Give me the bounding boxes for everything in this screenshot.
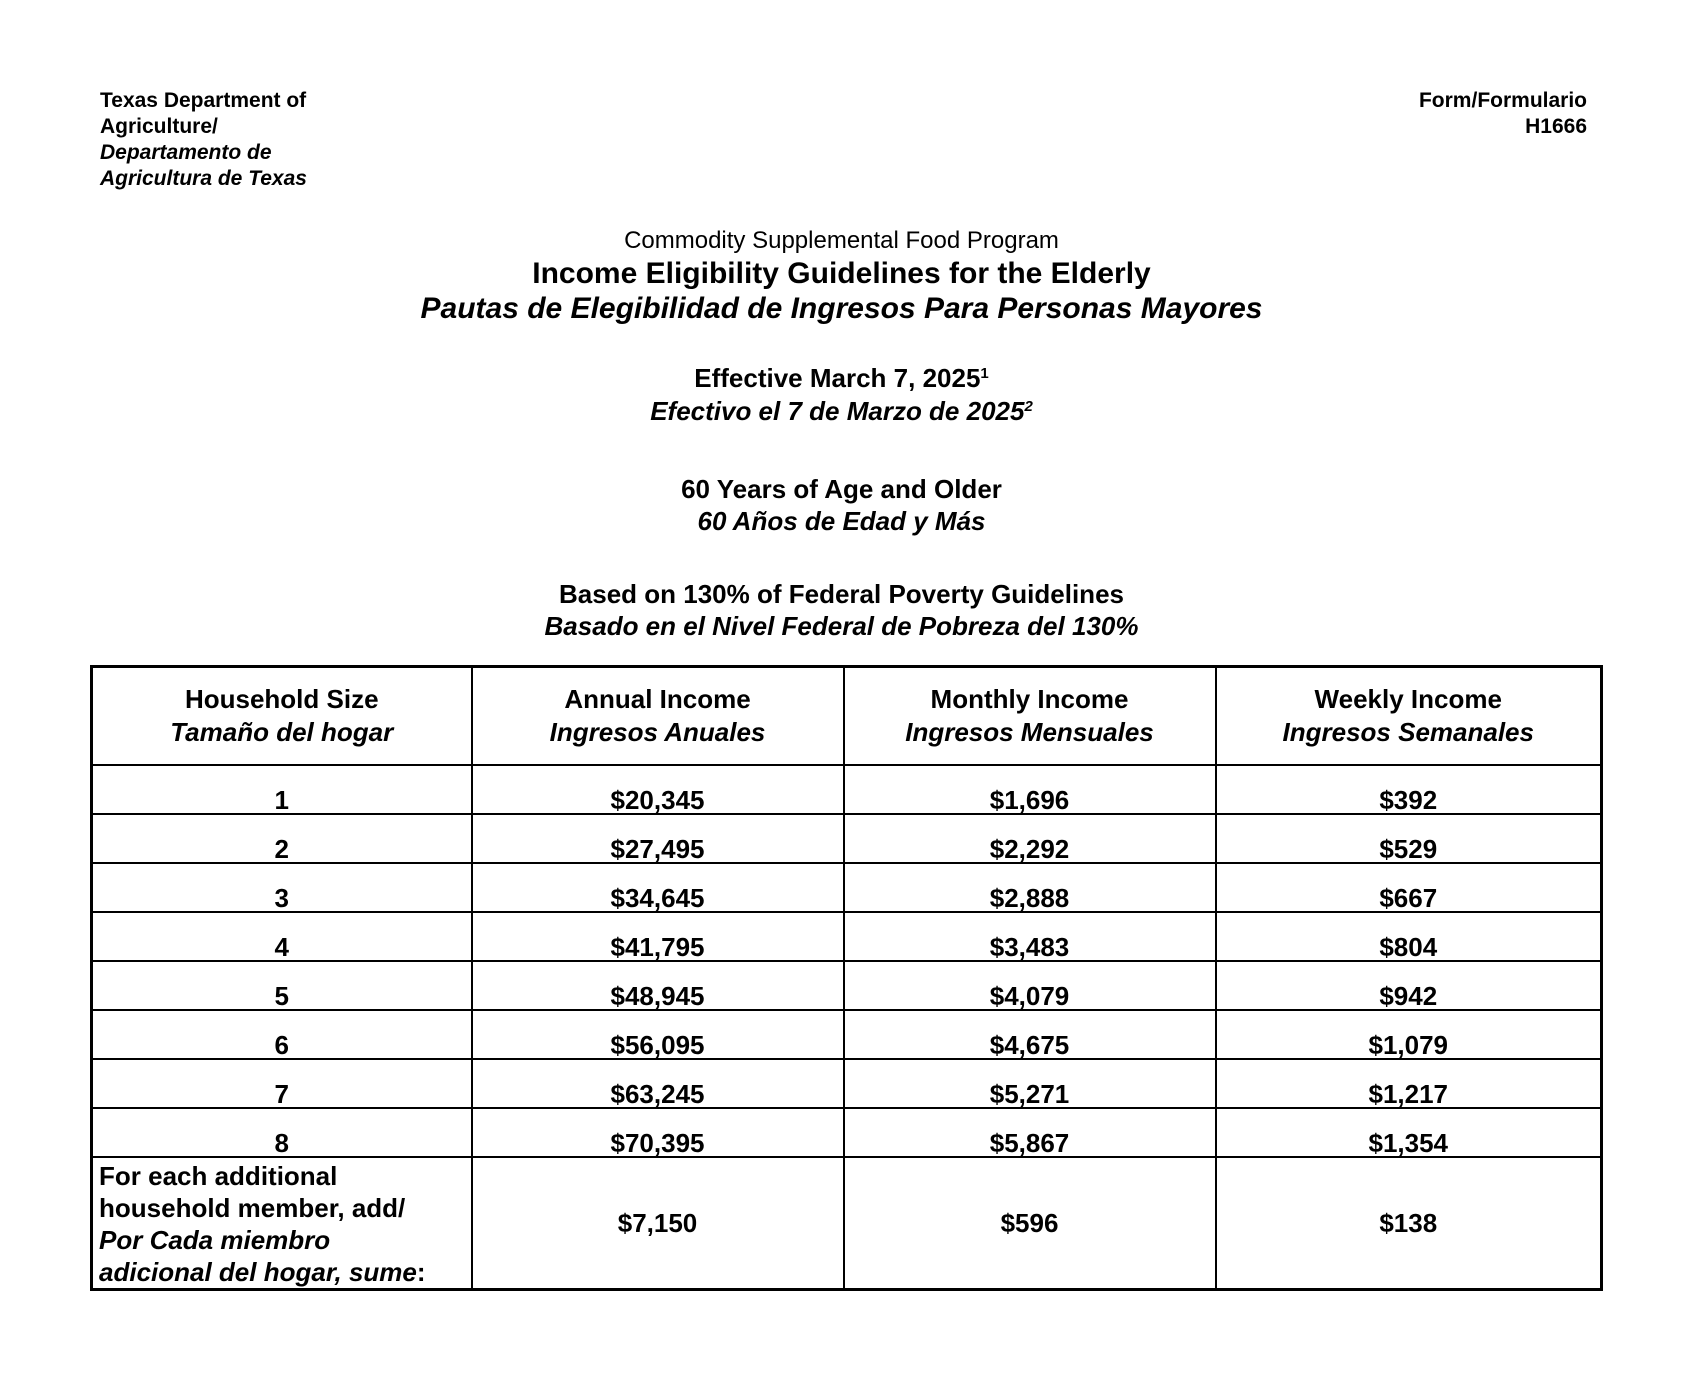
table-row — [92, 1059, 1602, 1108]
annual-income-cell: $56,095 — [472, 1010, 844, 1059]
weekly-income-cell: $667 — [1216, 863, 1602, 912]
age-criteria-es: 60 Años de Edad y Más — [697, 506, 986, 536]
monthly-income-cell: $4,079 — [844, 961, 1216, 1010]
weekly-income-cell: $1,079 — [1216, 1010, 1602, 1059]
weekly-income-cell: $1,217 — [1216, 1059, 1602, 1108]
monthly-income-cell: $3,483 — [844, 912, 1216, 961]
document-title-es: Pautas de Elegibilidad de Ingresos Para Personas Mayores — [420, 292, 1263, 325]
income-guidelines-table — [90, 665, 1603, 1291]
annual-income-cell: $34,645 — [472, 863, 844, 912]
header-household-size — [92, 667, 472, 766]
footnote-ref-2: 2 — [1024, 398, 1033, 415]
weekly-income-cell: $804 — [1216, 912, 1602, 961]
table-row — [92, 814, 1602, 863]
weekly-income-cell: $1,354 — [1216, 1108, 1602, 1157]
header-label-en: Weekly Income — [1314, 684, 1502, 714]
header-label-es: Tamaño del hogar — [170, 717, 394, 747]
household-size-cell: 1 — [92, 765, 472, 814]
additional-member-label — [92, 1157, 472, 1290]
program-name: Commodity Supplemental Food Program — [624, 227, 1059, 254]
additional-monthly-cell: $596 — [844, 1157, 1216, 1290]
monthly-income-cell: $4,675 — [844, 1010, 1216, 1059]
weekly-income-cell: $529 — [1216, 814, 1602, 863]
poverty-basis-en: Based on 130% of Federal Poverty Guidelines — [559, 579, 1124, 609]
effective-date-es — [0, 395, 1683, 427]
header-label-en: Household Size — [184, 684, 379, 714]
monthly-income-cell: $2,292 — [844, 814, 1216, 863]
additional-annual-cell: $7,150 — [472, 1157, 844, 1290]
annual-income-cell: $48,945 — [472, 961, 844, 1010]
poverty-basis-es: Basado en el Nivel Federal de Pobreza del 130% — [544, 611, 1139, 641]
table-row — [92, 912, 1602, 961]
annual-income-cell: $70,395 — [472, 1108, 844, 1157]
effective-date-es-text: Efectivo el 7 de Marzo de 2025 — [650, 396, 1025, 426]
additional-label-es-line2: adicional del hogar, sume — [99, 1257, 417, 1287]
household-size-cell: 5 — [92, 961, 472, 1010]
agency-name — [100, 88, 307, 192]
header-label-es: Ingresos Semanales — [1282, 717, 1534, 747]
form-number — [1419, 88, 1587, 140]
agency-name-es-line1: Departamento de — [100, 141, 272, 164]
household-size-cell: 7 — [92, 1059, 472, 1108]
agency-name-en-line2: Agriculture/ — [100, 115, 218, 138]
form-label: Form/Formulario — [1418, 89, 1587, 112]
agency-name-es-line2: Agricultura de Texas — [100, 167, 307, 190]
additional-label-es-line1: Por Cada miembro — [99, 1225, 331, 1255]
weekly-income-cell: $392 — [1216, 765, 1602, 814]
additional-member-row — [92, 1157, 1602, 1290]
household-size-cell: 8 — [92, 1108, 472, 1157]
age-criteria-en: 60 Years of Age and Older — [681, 474, 1002, 504]
document-title-en: Income Eligibility Guidelines for the Elderly — [532, 257, 1151, 290]
header-weekly-income — [1216, 667, 1602, 766]
table-row — [92, 1108, 1602, 1157]
table-row — [92, 1010, 1602, 1059]
header-label-en: Monthly Income — [930, 684, 1129, 714]
monthly-income-cell: $2,888 — [844, 863, 1216, 912]
form-code: H1666 — [1525, 115, 1587, 138]
annual-income-cell: $41,795 — [472, 912, 844, 961]
table-row — [92, 863, 1602, 912]
household-size-cell: 4 — [92, 912, 472, 961]
header-label-en: Annual Income — [564, 684, 751, 714]
header-annual-income — [472, 667, 844, 766]
annual-income-cell: $63,245 — [472, 1059, 844, 1108]
additional-label-colon: : — [416, 1257, 426, 1287]
annual-income-cell: $27,495 — [472, 814, 844, 863]
weekly-income-cell: $942 — [1216, 961, 1602, 1010]
header-label-es: Ingresos Mensuales — [905, 717, 1154, 747]
header-label-es: Ingresos Anuales — [549, 717, 766, 747]
household-size-cell: 3 — [92, 863, 472, 912]
household-size-cell: 6 — [92, 1010, 472, 1059]
table-header-row — [92, 667, 1602, 766]
header-monthly-income — [844, 667, 1216, 766]
additional-weekly-cell: $138 — [1216, 1157, 1602, 1290]
footnote-ref-1: 1 — [980, 365, 989, 382]
agency-name-en-line1: Texas Department of — [100, 89, 307, 112]
monthly-income-cell: $1,696 — [844, 765, 1216, 814]
annual-income-cell: $20,345 — [472, 765, 844, 814]
table-row — [92, 961, 1602, 1010]
effective-date-en-text: Effective March 7, 2025 — [694, 363, 981, 393]
additional-label-en-line1: For each additional — [99, 1161, 338, 1191]
additional-label-en-line2: household member, add/ — [99, 1193, 406, 1223]
monthly-income-cell: $5,271 — [844, 1059, 1216, 1108]
monthly-income-cell: $5,867 — [844, 1108, 1216, 1157]
table-row — [92, 765, 1602, 814]
household-size-cell: 2 — [92, 814, 472, 863]
effective-date-en — [0, 362, 1683, 394]
